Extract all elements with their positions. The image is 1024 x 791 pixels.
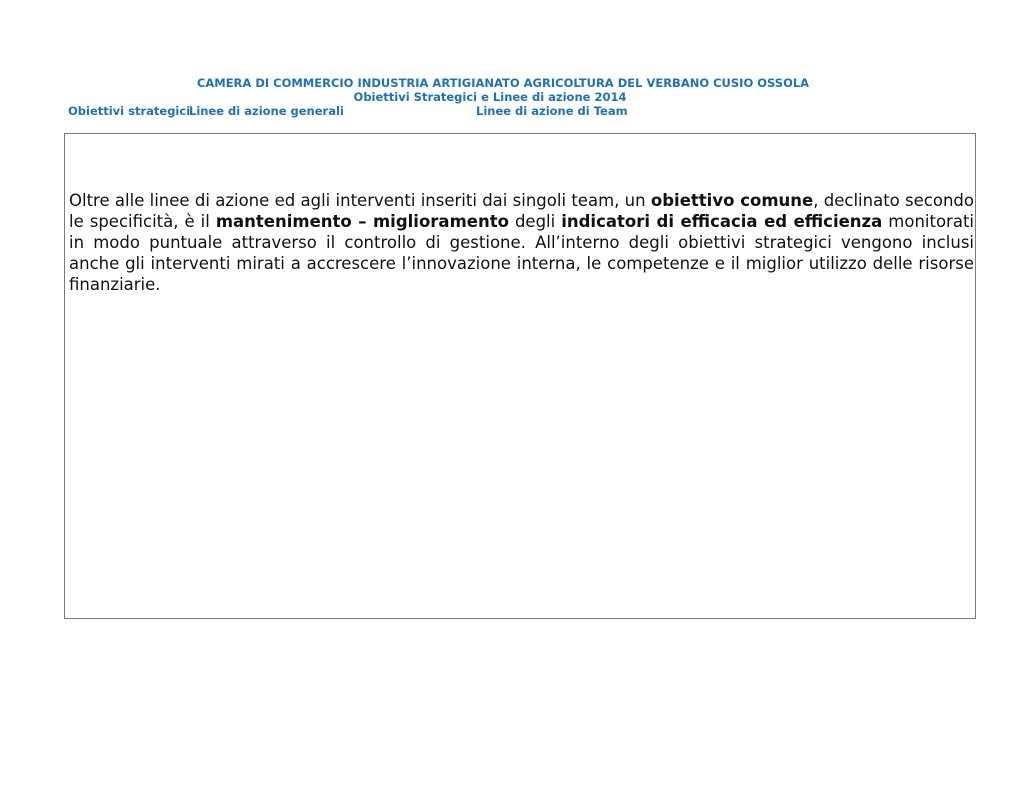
text-segment: , declinato secondo le specificità, è il [69,191,974,231]
document-subtitle: Obiettivi Strategici e Linee di azione 2014 [353,90,627,104]
content-box [64,133,976,619]
column-header-team-action-lines: Linee di azione di Team [476,104,628,118]
bold-maintenance-improvement: mantenimento – miglioramento [215,212,509,231]
text-segment: degli [508,212,562,231]
body-paragraph [69,190,974,295]
column-header-strategic-objectives: Obiettivi strategici [68,104,191,118]
bold-common-objective: obiettivo comune [650,191,814,210]
text-segment: monitorati in modo puntuale attraverso il controllo di gestione. All’interno degli obiettivi strategici vengono inclusi anche gli interventi mirati a accrescere l’innovazione interna, le competenze e il miglior utilizzo delle risorse finanziarie. [69,212,975,294]
column-header-general-action-lines: Linee di azione generali [189,104,344,118]
text-segment: Oltre alle linee di azione ed agli interventi inseriti dai singoli team, un [69,191,651,210]
organization-title: CAMERA DI COMMERCIO INDUSTRIA ARTIGIANATO AGRICOLTURA DEL VERBANO CUSIO OSSOLA [196,76,810,90]
bold-efficacy-efficiency-indicators: indicatori di efficacia ed efficienza [561,212,883,231]
